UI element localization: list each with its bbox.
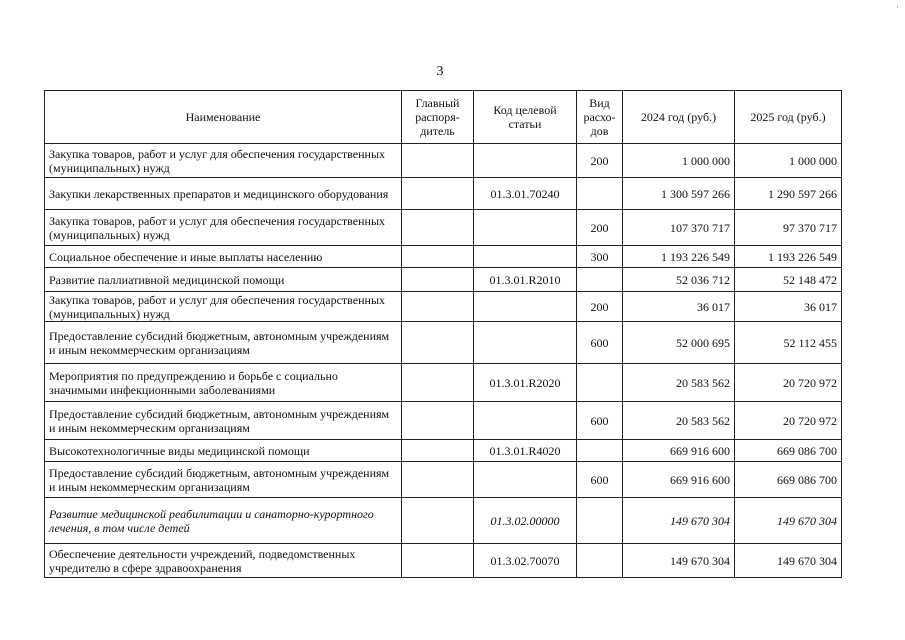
table-row [45,462,842,498]
row-code [474,246,577,268]
row-manager [402,440,474,462]
row-amount-2025: 20 720 972 [735,364,842,402]
row-kind: 600 [577,322,623,364]
row-manager [402,402,474,440]
row-manager [402,364,474,402]
budget-table [44,90,842,578]
row-kind: 200 [577,144,623,178]
row-manager [402,322,474,364]
row-manager [402,268,474,292]
row-name: Развитие медицинской реабилитации и санаторно-курортного лечения, в том числе детей [45,498,402,544]
row-amount-2025: 1 193 226 549 [735,246,842,268]
table-row [45,144,842,178]
header-manager: Главный распоря-дитель [402,91,474,144]
row-name: Закупка товаров, работ и услуг для обеспечения государственных (муниципальных) нужд [45,292,402,322]
row-name: Обеспечение деятельности учреждений, подведомственных учредителю в сфере здравоохранения [45,544,402,578]
table-row [45,268,842,292]
row-code [474,292,577,322]
row-amount-2025: 52 148 472 [735,268,842,292]
row-name: Предоставление субсидий бюджетным, автономным учреждениям и иным некоммерческим организациям [45,462,402,498]
row-amount-2024: 1 000 000 [623,144,735,178]
row-kind [577,544,623,578]
row-kind: 300 [577,246,623,268]
table-row [45,544,842,578]
table-row [45,364,842,402]
table-row [45,292,842,322]
row-amount-2024: 669 916 600 [623,440,735,462]
row-amount-2024: 107 370 717 [623,210,735,246]
row-amount-2024: 52 000 695 [623,322,735,364]
table-row [45,210,842,246]
header-name: Наименование [45,91,402,144]
row-amount-2024: 669 916 600 [623,462,735,498]
row-manager [402,178,474,210]
header-2025: 2025 год (руб.) [735,91,842,144]
row-manager [402,498,474,544]
row-kind: 600 [577,402,623,440]
row-name: Закупка товаров, работ и услуг для обеспечения государственных (муниципальных) нужд [45,144,402,178]
row-code [474,462,577,498]
row-amount-2024: 52 036 712 [623,268,735,292]
row-amount-2024: 20 583 562 [623,402,735,440]
row-code [474,322,577,364]
row-manager [402,144,474,178]
row-amount-2024: 36 017 [623,292,735,322]
row-name: Развитие паллиативной медицинской помощи [45,268,402,292]
row-kind: 200 [577,292,623,322]
row-amount-2025: 1 290 597 266 [735,178,842,210]
row-code: 01.3.01.R4020 [474,440,577,462]
row-amount-2025: 1 000 000 [735,144,842,178]
header-code: Код целевой статьи [474,91,577,144]
row-kind [577,440,623,462]
row-amount-2025: 149 670 304 [735,498,842,544]
row-code: 01.3.01.R2020 [474,364,577,402]
table-row [45,498,842,544]
row-manager [402,210,474,246]
row-kind [577,364,623,402]
row-code: 01.3.01.70240 [474,178,577,210]
row-name: Предоставление субсидий бюджетным, автономным учреждениям и иным некоммерческим организациям [45,402,402,440]
row-code [474,402,577,440]
row-name: Социальное обеспечение и иные выплаты населению [45,246,402,268]
table-row [45,246,842,268]
row-code: 01.3.02.00000 [474,498,577,544]
table-row [45,322,842,364]
row-amount-2024: 1 300 597 266 [623,178,735,210]
row-amount-2024: 1 193 226 549 [623,246,735,268]
row-name: Предоставление субсидий бюджетным, автономным учреждениям и иным некоммерческим организациям [45,322,402,364]
table-row [45,402,842,440]
row-code: 01.3.01.R2010 [474,268,577,292]
row-manager [402,246,474,268]
row-amount-2025: 52 112 455 [735,322,842,364]
row-name: Высокотехнологичные виды медицинской помощи [45,440,402,462]
row-amount-2024: 149 670 304 [623,498,735,544]
row-name: Мероприятия по предупреждению и борьбе с социально значимыми инфекционными заболеваниями [45,364,402,402]
row-kind: 600 [577,462,623,498]
header-2024: 2024 год (руб.) [623,91,735,144]
row-kind: 200 [577,210,623,246]
row-name: Закупки лекарственных препаратов и медицинского оборудования [45,178,402,210]
row-manager [402,544,474,578]
row-kind [577,498,623,544]
scan-mark: ' [897,4,899,13]
row-code: 01.3.02.70070 [474,544,577,578]
row-amount-2025: 20 720 972 [735,402,842,440]
row-amount-2024: 149 670 304 [623,544,735,578]
row-manager [402,292,474,322]
row-name: Закупка товаров, работ и услуг для обеспечения государственных (муниципальных) нужд [45,210,402,246]
header-kind: Вид расхо-дов [577,91,623,144]
row-manager [402,462,474,498]
page-number: 3 [436,64,444,79]
table-row [45,440,842,462]
row-amount-2025: 669 086 700 [735,462,842,498]
row-amount-2025: 669 086 700 [735,440,842,462]
row-amount-2024: 20 583 562 [623,364,735,402]
row-amount-2025: 36 017 [735,292,842,322]
row-amount-2025: 149 670 304 [735,544,842,578]
table-header-row [45,91,842,144]
row-kind [577,178,623,210]
row-code [474,144,577,178]
row-kind [577,268,623,292]
row-amount-2025: 97 370 717 [735,210,842,246]
table-row [45,178,842,210]
row-code [474,210,577,246]
